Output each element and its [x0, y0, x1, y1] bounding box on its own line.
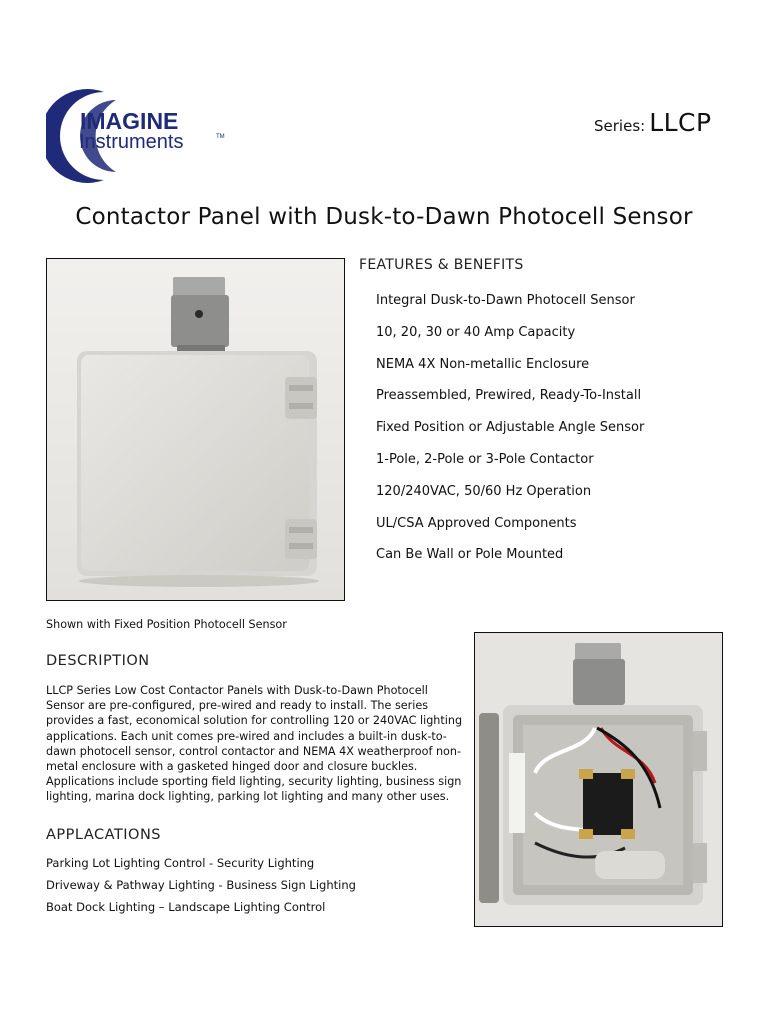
logo-wordmark-bottom: Instruments: [79, 131, 184, 153]
feature-item: 120/240VAC, 50/60 Hz Operation: [376, 483, 592, 499]
page-title: Contactor Panel with Dusk-to-Dawn Photocell Sensor: [75, 204, 693, 230]
application-item: Parking Lot Lighting Control - Security Lighting: [46, 856, 315, 870]
description-text: LLCP Series Low Cost Contactor Panels with Dusk-to-Dawn Photocell Sensor are pre-configured, pre-wired and ready to install. The series provides a fast, economical solution for controlling 120 or 240VAC lighting applications. Each unit comes pre-wired and includes a built-in dusk-to-dawn photocell sensor, control contactor and NEMA 4X weatherproof non-metal enclosure with a gasketed hinged door and closure buckles. Applications include sporting field lighting, security lighting, business sign lighting, marina dock lighting, parking lot lighting and many other uses.: [46, 684, 463, 804]
features-heading: FEATURES & BENEFITS: [359, 257, 524, 273]
applications-heading: APPLACATIONS: [46, 827, 161, 843]
feature-item: Integral Dusk-to-Dawn Photocell Sensor: [376, 293, 635, 308]
photo-caption: Shown with Fixed Position Photocell Sensor: [46, 618, 287, 631]
logo-wordmark-top: IMAGINE: [80, 108, 179, 134]
application-item: Driveway & Pathway Lighting - Business Sign Lighting: [46, 878, 356, 892]
feature-item: 10, 20, 30 or 40 Amp Capacity: [376, 324, 576, 340]
feature-item: UL/CSA Approved Components: [376, 515, 577, 531]
applications-list: [46, 856, 356, 922]
company-logo: [46, 86, 246, 186]
series-label: Series:: [594, 117, 646, 135]
feature-item: 1-Pole, 2-Pole or 3-Pole Contactor: [376, 451, 594, 467]
logo-trademark: TM: [216, 134, 225, 140]
description-heading: DESCRIPTION: [46, 653, 150, 669]
series-header: [594, 108, 712, 137]
feature-item: Preassembled, Prewired, Ready-To-Install: [376, 388, 642, 404]
product-photo-closed: [46, 258, 345, 601]
feature-item: Can Be Wall or Pole Mounted: [376, 547, 564, 563]
application-item: Boat Dock Lighting – Landscape Lighting Control: [46, 900, 326, 914]
feature-item: NEMA 4X Non-metallic Enclosure: [376, 356, 590, 372]
feature-item: Fixed Position or Adjustable Angle Sensor: [376, 420, 645, 436]
series-name: LLCP: [649, 108, 712, 137]
product-photo-open: [474, 632, 723, 927]
features-list: [376, 293, 644, 579]
